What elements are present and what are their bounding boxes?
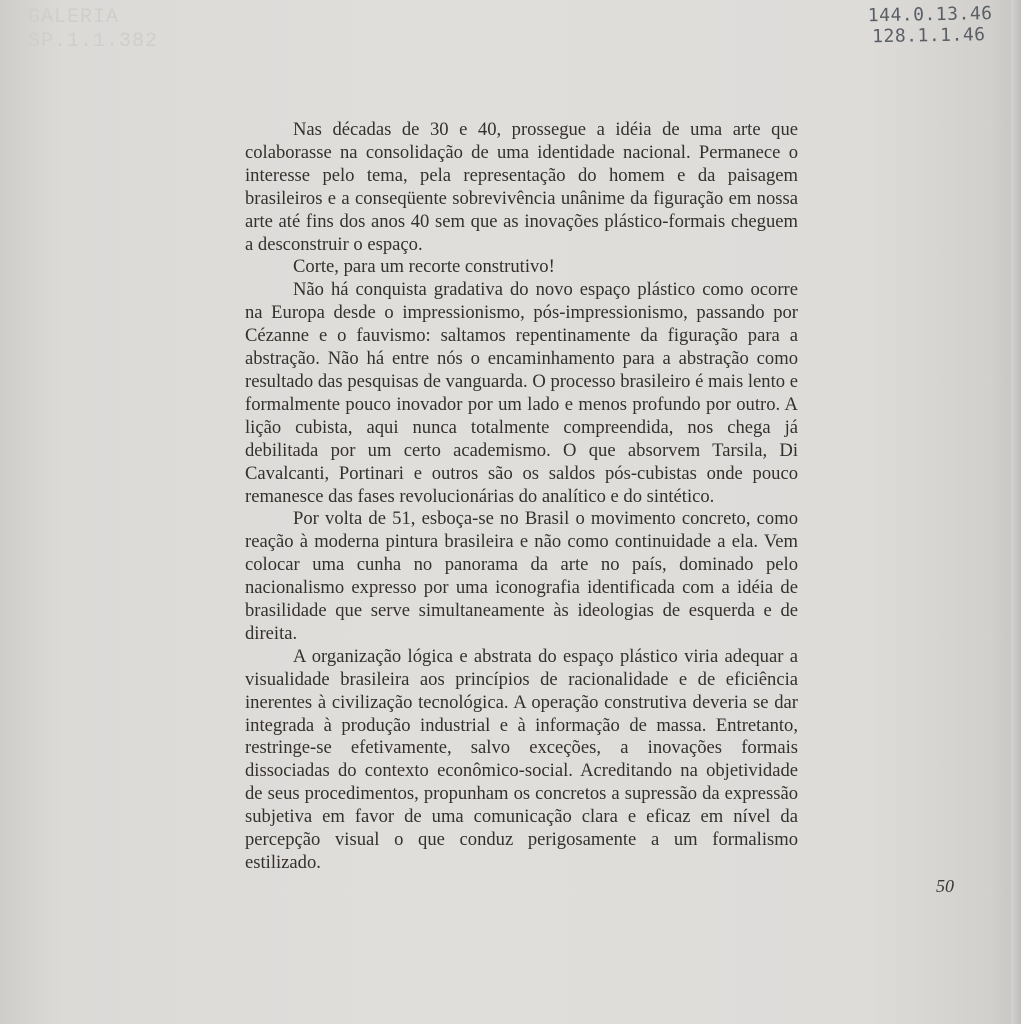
body-text <box>245 119 798 875</box>
paragraph-2: Corte, para um recorte construtivo! <box>293 256 555 278</box>
paragraph-5: A organização lógica e abstrata do espaço plástico viria adequar a visualidade brasileira aos princípios de racionalidade e de eficiência inerentes à civilização tecnológica. A operação construtiva deveria se dar integrada à produção industrial e à informação de massa. Entretanto, restringe-se efetivamente, salvo exceções, a inovações formais dissociadas do contexto econômico-social. Acreditando na objetividade de seus procedimentos, propunham os concretos a supressão da expressão subjetiva em favor de uma comunicação clara e eficaz em nível da percepção visual o que conduz perigosamente a um formalismo estilizado. <box>245 645 798 873</box>
page-edge <box>1011 0 1021 1024</box>
paragraph-3: Não há conquista gradativa do novo espaço plástico como ocorre na Europa desde o impressionismo, pós-impressionismo, passando por Cézanne e o fauvismo: saltamos repentinamente da figuração para a abstração. Não há entre nós o encaminhamento para a abstração como resultado das pesquisas de vanguarda. O processo brasileiro é mais lento e formalmente pouco inovador por um lado e menos profundo por outro. A lição cubista, aqui nunca totalmente compreendida, nos chega já debilitada por um certo academismo. O que absorvem Tarsila, Di Cavalcanti, Portinari e outros são os saldos pós-cubistas onde pouco remanesce das fases revolucionárias do analítico e do sintético. <box>245 279 798 507</box>
faded-stamp: GALERIA SP.1.1.382 <box>28 6 159 53</box>
catalog-number <box>868 3 1014 48</box>
page-number: 50 <box>936 876 954 896</box>
catalog-number-line-1: 144.0.13.46 <box>867 3 993 27</box>
paragraph-4: Por volta de 51, esboça-se no Brasil o movimento concreto, como reação à moderna pintura brasileira e não como continuidade a ela. Vem colocar uma cunha no panorama da arte no país, dominado pelo nacionalismo expresso por uma iconografia identificada com a idéia de brasilidade que serve simultaneamente às ideologias de esquerda e de direita. <box>245 508 798 644</box>
catalog-number-line-2: 128.1.1.46 <box>872 24 986 48</box>
paragraph-1: Nas décadas de 30 e 40, prossegue a idéia de uma arte que colaborasse na consolidação de uma identidade nacional. Permanece o interesse pelo tema, pela representação do homem e da paisagem brasileiros e a conseqüente sobrevivência unânime da figuração em nossa arte até fins dos anos 40 sem que as inovações plástico-formais cheguem a desconstruir o espaço. <box>245 119 798 255</box>
